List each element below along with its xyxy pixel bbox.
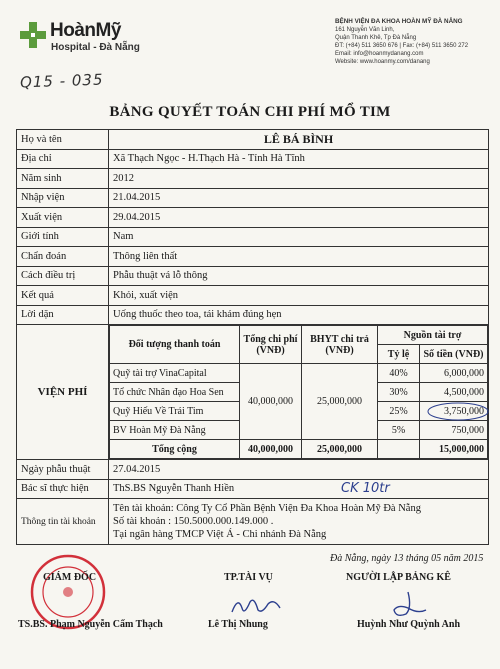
patient-admit: 21.04.2015 [109,188,489,208]
fee-ratio: 30% [378,383,420,402]
preparer-title: NGƯỜI LẬP BẢNG KÊ [346,572,451,583]
row-treatment [17,266,489,286]
row-account [17,499,489,545]
hospital-address-2: Quận Thanh Khê, Tp Đà Nẵng [335,35,417,41]
patient-birth: 2012 [109,169,489,189]
patient-gender: Nam [109,227,489,247]
signature-block [0,550,500,669]
fee-sum-ratio-blank [378,440,420,459]
fees-table [109,325,488,459]
sign-date: Đà Nẵng, ngày 13 tháng 05 năm 2015 [330,553,484,564]
surgery-date: 27.04.2015 [109,460,489,480]
fee-amount: 4,500,000 [420,383,488,402]
label-diagnosis: Chẩn đoán [17,247,109,267]
row-surgery-date [17,460,489,480]
label-discharge: Xuất viện [17,208,109,228]
fee-payer: BV Hoàn Mỹ Đà Nẵng [110,421,240,440]
label-fees: VIỆN PHÍ [17,325,109,460]
patient-advice: Uống thuốc theo toa, tái khám đúng hẹn [109,305,489,325]
surgery-doctor: ThS.BS Nguyễn Thanh Hiền [113,483,235,495]
account-bank: Tại ngân hàng TMCP Việt Á - Chi nhánh Đà Nẵng [113,529,327,540]
fee-payer: Quỹ Hiếu Về Trái Tim [110,402,240,421]
logo-subtitle: Hospital - Đà Nẵng [51,42,140,53]
fee-total-cost: 40,000,000 [240,364,302,440]
patient-result: Khỏi, xuất viện [109,286,489,306]
row-fees [17,325,489,460]
fee-amount: 3,750,000 [444,405,484,417]
patient-diagnosis: Thông liên thất [109,247,489,267]
label-advice: Lời dặn [17,305,109,325]
doctor-cell [109,479,489,499]
fees-header-row [110,326,488,345]
patient-treatment: Phẫu thuật vá lỗ thông [109,266,489,286]
account-number: Số tài khoản : 150.5000.000.149.000 . [113,516,274,527]
fees-cell [109,325,489,460]
fee-ratio: 5% [378,421,420,440]
label-treatment: Cách điều trị [17,266,109,286]
fee-row [110,364,488,383]
hospital-email: Email: info@hoanmydanang.com [335,51,424,57]
row-advice [17,305,489,325]
fee-sum-bhyt: 25,000,000 [302,440,378,459]
row-result [17,286,489,306]
handwritten-code: Q15 - 035 [19,70,104,92]
account-name: Tên tài khoản: Công Ty Cổ Phần Bệnh Viện Đa Khoa Hoàn Mỹ Đà Nẵng [113,503,421,514]
director-title: GIÁM ĐỐC [43,572,97,583]
hospital-phone: ĐT: (+84) 511 3650 676 | Fax: (+84) 511 3650 272 [335,43,469,49]
label-birth: Năm sinh [17,169,109,189]
document-title: BẢNG QUYẾT TOÁN CHI PHÍ MỔ TIM [109,104,391,120]
row-discharge [17,208,489,228]
fee-sum-row [110,440,488,459]
hospital-address-1: 161 Nguyễn Văn Linh, [335,27,395,33]
handwritten-ck-note: CK 10tr [341,480,390,496]
label-admit: Nhập viện [17,188,109,208]
row-diagnosis [17,247,489,267]
hospital-info [335,18,495,66]
settlement-table [16,129,489,545]
row-admit [17,188,489,208]
fee-bhyt-paid: 25,000,000 [302,364,378,440]
row-doctor [17,479,489,499]
label-account: Thông tin tài khoản [17,499,109,545]
ink-circle-mark [426,401,490,422]
account-info [109,499,489,545]
label-address: Địa chỉ [17,149,109,169]
finance-title: TP.TÀI VỤ [224,572,273,583]
label-doctor: Bác sĩ thực hiện [17,479,109,499]
label-gender: Giới tính [17,227,109,247]
patient-discharge: 29.04.2015 [109,208,489,228]
preparer-signature-icon [382,588,432,622]
row-address [17,149,489,169]
fee-sum-amount: 15,000,000 [420,440,488,459]
finance-name: Lê Thị Nhung [208,619,268,630]
row-birth [17,169,489,189]
cross-logo-icon [20,22,46,48]
director-name: TS.BS. Phạm Nguyễn Cẩm Thạch [18,619,163,630]
col-bhyt: BHYT chi trả (VNĐ) [302,326,378,364]
col-total: Tổng chi phí (VNĐ) [240,326,302,364]
fee-amount-circled [420,402,488,421]
patient-address: Xã Thạch Ngọc - H.Thạch Hà - Tỉnh Hà Tĩnh [109,149,489,169]
label-surgery-date: Ngày phẫu thuật [17,460,109,480]
hospital-name: BỆNH VIỆN ĐA KHOA HOÀN MỸ ĐÀ NẴNG [335,18,463,25]
fee-ratio: 25% [378,402,420,421]
col-amount: Số tiền (VNĐ) [420,345,488,364]
finance-signature-icon [228,592,288,620]
fee-ratio: 40% [378,364,420,383]
col-payer: Đối tượng thanh toán [110,326,240,364]
col-sponsor: Nguồn tài trợ [378,326,488,345]
row-gender [17,227,489,247]
fee-sum-total: 40,000,000 [240,440,302,459]
patient-name: LÊ BÁ BÌNH [109,130,489,150]
col-ratio: Tỷ lệ [378,345,420,364]
fee-amount: 6,000,000 [420,364,488,383]
label-name: Họ và tên [17,130,109,150]
fee-amount: 750,000 [420,421,488,440]
label-result: Kết quả [17,286,109,306]
logo-name: HoànMỹ [50,20,121,41]
preparer-name: Huỳnh Như Quỳnh Anh [357,619,461,630]
fee-sum-label: Tổng cộng [110,440,240,459]
fee-payer: Tổ chức Nhân đạo Hoa Sen [110,383,240,402]
hospital-website: Website: www.hoanmy.com/danang [335,59,430,65]
fee-payer: Quỹ tài trợ VinaCapital [110,364,240,383]
hospital-logo [20,20,170,62]
row-name [17,130,489,150]
